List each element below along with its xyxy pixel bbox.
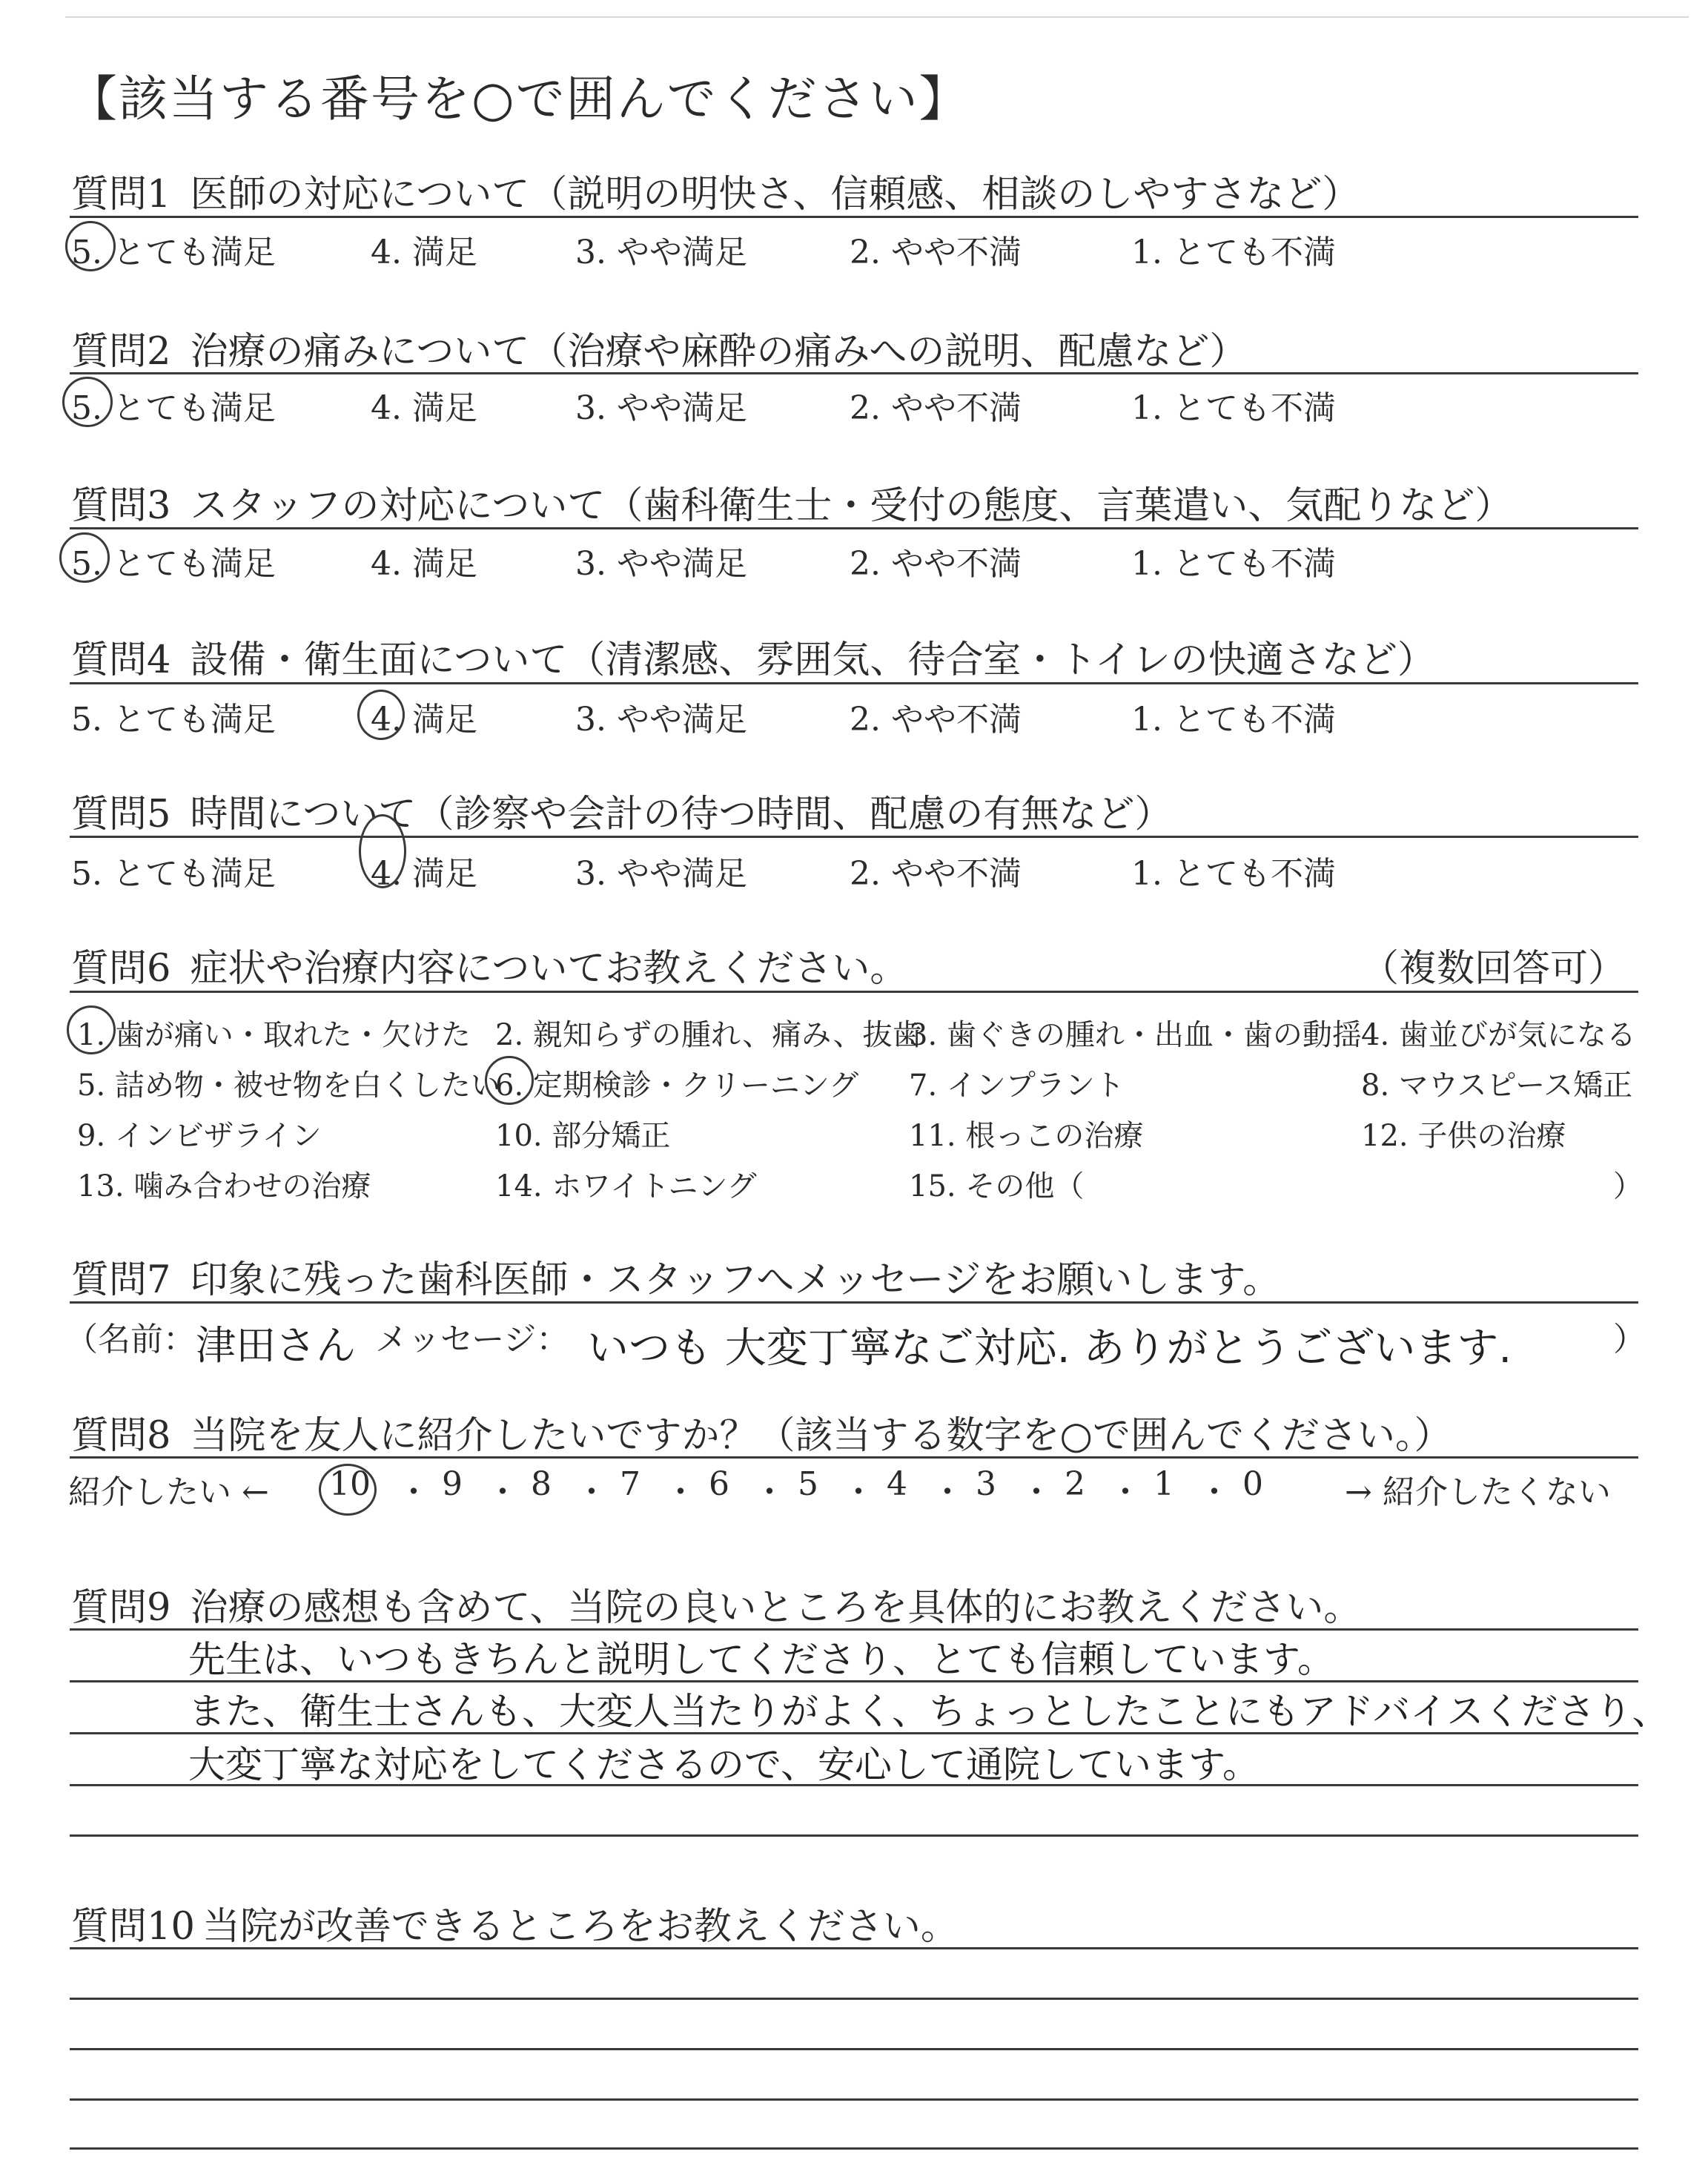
option-4[interactable]: 4. 満足	[371, 701, 477, 739]
page-title: 【該当する番号を○で囲んでください】	[68, 70, 970, 128]
selection-circle	[65, 221, 116, 271]
option-3[interactable]: 3. やや満足	[575, 545, 747, 583]
scale-separator: ・	[486, 1473, 519, 1511]
symptom-option-7[interactable]: 7. インプラント	[909, 1069, 1125, 1103]
question-number: 質問5	[71, 793, 171, 836]
question-text: 症状や治療内容についてお教えください。	[190, 947, 908, 991]
question-text: 治療の痛みについて（治療や麻酔の痛みへの説明、配慮など）	[190, 330, 1248, 374]
option-3[interactable]: 3. やや満足	[575, 855, 747, 893]
option-5[interactable]: 5. とても満足	[71, 545, 276, 583]
option-1[interactable]: 1. とても不満	[1131, 701, 1336, 739]
question-rule	[70, 527, 1638, 529]
selection-circle	[485, 1056, 534, 1105]
question-number: 質問6	[71, 947, 171, 991]
selection-circle	[319, 1464, 377, 1516]
symptom-option-2[interactable]: 2. 親知らずの腫れ、痛み、抜歯	[495, 1018, 922, 1052]
answer-line	[70, 2147, 1638, 2150]
option-1[interactable]: 1. とても不満	[1131, 234, 1336, 271]
question-heading	[71, 783, 1172, 838]
scale-value-4[interactable]: 4	[887, 1465, 907, 1503]
scale-separator: ・	[1109, 1473, 1142, 1511]
scale-separator: ・	[397, 1473, 430, 1511]
scale-separator: ・	[1020, 1473, 1053, 1511]
scale-value-10[interactable]: 10	[329, 1465, 371, 1503]
question-number: 質問4	[71, 638, 171, 682]
answer-line	[70, 2098, 1638, 2101]
recommend-right-label: → 紹介したくない	[1345, 1473, 1611, 1511]
scale-separator: ・	[931, 1473, 964, 1511]
scale-value-1[interactable]: 1	[1153, 1465, 1174, 1503]
question-text: 医師の対応について（説明の明快さ、信頼感、相談のしやすさなど）	[190, 173, 1360, 217]
symptom-option-14[interactable]: 14. ホワイトニング	[495, 1169, 757, 1203]
symptom-option-3[interactable]: 3. 歯ぐきの腫れ・出血・歯の動揺	[909, 1018, 1362, 1052]
option-5[interactable]: 5. とても満足	[71, 855, 276, 893]
question-heading	[71, 1895, 959, 1950]
message-value[interactable]: いつも 大変丁寧なご対応. ありがとうございます.	[587, 1324, 1512, 1373]
question-number: 質問7	[71, 1258, 171, 1302]
option-2[interactable]: 2. やや不満	[850, 389, 1022, 427]
selection-circle	[62, 377, 113, 427]
option-5[interactable]: 5. とても満足	[71, 389, 276, 427]
question-text: 当院が改善できるところをお教えください。	[202, 1905, 959, 1949]
question-rule	[70, 216, 1638, 218]
symptom-option-1[interactable]: 1. 歯が痛い・取れた・欠けた	[77, 1018, 471, 1052]
other-close-paren: ）	[1613, 1169, 1643, 1203]
option-3[interactable]: 3. やや満足	[575, 234, 747, 271]
name-value[interactable]: 津田さん	[196, 1322, 356, 1369]
question-text: 印象に残った歯科医師・スタッフへメッセージをお願いします。	[190, 1258, 1281, 1302]
question-rule	[70, 1456, 1638, 1459]
question-heading	[71, 1249, 1280, 1304]
question-text: 当院を友人に紹介したいですか？（該当する数字を○で囲んでください。）	[190, 1414, 1452, 1458]
scale-separator: ・	[664, 1473, 697, 1511]
option-3[interactable]: 3. やや満足	[575, 701, 747, 739]
recommend-left-label: 紹介したい ←	[68, 1473, 269, 1511]
question-heading	[71, 937, 907, 992]
symptom-option-9[interactable]: 9. インビザライン	[77, 1119, 322, 1153]
symptom-option-4[interactable]: 4. 歯並びが気になる	[1361, 1018, 1636, 1052]
answer-line	[70, 1947, 1638, 1949]
symptom-option-15[interactable]: 15. その他（	[909, 1169, 1085, 1203]
option-2[interactable]: 2. やや不満	[850, 234, 1022, 271]
scale-value-7[interactable]: 7	[620, 1465, 640, 1503]
symptom-option-6[interactable]: 6. 定期検診・クリーニング	[495, 1069, 859, 1103]
option-4[interactable]: 4. 満足	[371, 389, 477, 427]
symptom-option-12[interactable]: 12. 子供の治療	[1361, 1119, 1566, 1153]
selection-circle	[357, 690, 405, 740]
selection-circle	[67, 1005, 116, 1054]
answer-line	[70, 1998, 1638, 2000]
question-text: 治療の感想も含めて、当院の良いところを具体的にお教えください。	[190, 1586, 1362, 1630]
top-rule	[65, 16, 1689, 18]
question-number: 質問1	[71, 173, 171, 217]
selection-circle	[359, 814, 406, 888]
multiple-answer-note: （複数回答可）	[1361, 947, 1626, 991]
scale-value-9[interactable]: 9	[442, 1465, 463, 1503]
symptom-option-13[interactable]: 13. 噛み合わせの治療	[77, 1169, 371, 1203]
question-text: 設備・衛生面について（清潔感、雰囲気、待合室・トイレの快適さなど）	[190, 638, 1435, 682]
scale-value-5[interactable]: 5	[798, 1465, 818, 1503]
answer-text-line-2[interactable]: また、衛生士さんも、大変人当たりがよく、ちょっとしたことにもアドバイスくださり、	[188, 1690, 1669, 1733]
option-3[interactable]: 3. やや満足	[575, 389, 747, 427]
symptom-option-5[interactable]: 5. 詰め物・被せ物を白くしたい	[77, 1069, 500, 1103]
scale-value-8[interactable]: 8	[531, 1465, 552, 1503]
scale-separator: ・	[753, 1473, 786, 1511]
question-heading	[71, 1576, 1361, 1631]
question-rule	[70, 1301, 1638, 1304]
question-heading	[71, 163, 1360, 218]
question-number: 質問3	[71, 484, 171, 528]
question-number: 質問2	[71, 330, 171, 374]
name-label: （名前：	[65, 1321, 196, 1358]
scale-value-0[interactable]: 0	[1242, 1465, 1263, 1503]
question-text: スタッフの対応について（歯科衛生士・受付の態度、言葉遣い、気配りなど）	[190, 484, 1513, 528]
question-number: 質問10	[71, 1905, 195, 1949]
question-number: 質問9	[71, 1586, 171, 1630]
question-heading	[71, 320, 1247, 375]
option-5[interactable]: 5. とても満足	[71, 234, 276, 271]
question-rule	[70, 991, 1638, 993]
message-label: メッセージ：	[375, 1321, 569, 1358]
option-5[interactable]: 5. とても満足	[71, 701, 276, 739]
selection-circle	[59, 532, 110, 583]
option-2[interactable]: 2. やや不満	[850, 855, 1022, 893]
symptom-option-11[interactable]: 11. 根っこの治療	[909, 1119, 1144, 1153]
scale-value-3[interactable]: 3	[976, 1465, 996, 1503]
question-heading	[71, 1404, 1452, 1459]
question-rule	[70, 836, 1638, 838]
option-1[interactable]: 1. とても不満	[1131, 389, 1336, 427]
option-4[interactable]: 4. 満足	[371, 855, 477, 893]
answer-text-line-3[interactable]: 大変丁寧な対応をしてくださるので、安心して通院しています。	[188, 1743, 1260, 1786]
option-1[interactable]: 1. とても不満	[1131, 855, 1336, 893]
option-2[interactable]: 2. やや不満	[850, 701, 1022, 739]
scale-separator: ・	[575, 1473, 608, 1511]
scale-separator: ・	[1198, 1473, 1231, 1511]
message-close-paren: ）	[1613, 1321, 1646, 1358]
option-4[interactable]: 4. 満足	[371, 234, 477, 271]
question-text: 時間について（診察や会計の待つ時間、配慮の有無など）	[190, 793, 1173, 836]
answer-line	[70, 2048, 1638, 2050]
option-2[interactable]: 2. やや不満	[850, 545, 1022, 583]
option-1[interactable]: 1. とても不満	[1131, 545, 1336, 583]
symptom-option-8[interactable]: 8. マウスピース矯正	[1361, 1069, 1633, 1103]
symptom-option-10[interactable]: 10. 部分矯正	[495, 1119, 671, 1153]
question-rule	[70, 372, 1638, 374]
scale-value-6[interactable]: 6	[709, 1465, 729, 1503]
option-4[interactable]: 4. 満足	[371, 545, 477, 583]
question-heading	[71, 629, 1435, 684]
answer-text-line-1[interactable]: 先生は、いつもきちんと説明してくださり、とても信頼しています。	[188, 1638, 1334, 1681]
question-number: 質問8	[71, 1414, 171, 1458]
scale-separator: ・	[842, 1473, 875, 1511]
answer-line	[70, 1834, 1638, 1837]
scale-value-2[interactable]: 2	[1065, 1465, 1085, 1503]
question-heading	[71, 475, 1512, 529]
question-rule	[70, 682, 1638, 684]
